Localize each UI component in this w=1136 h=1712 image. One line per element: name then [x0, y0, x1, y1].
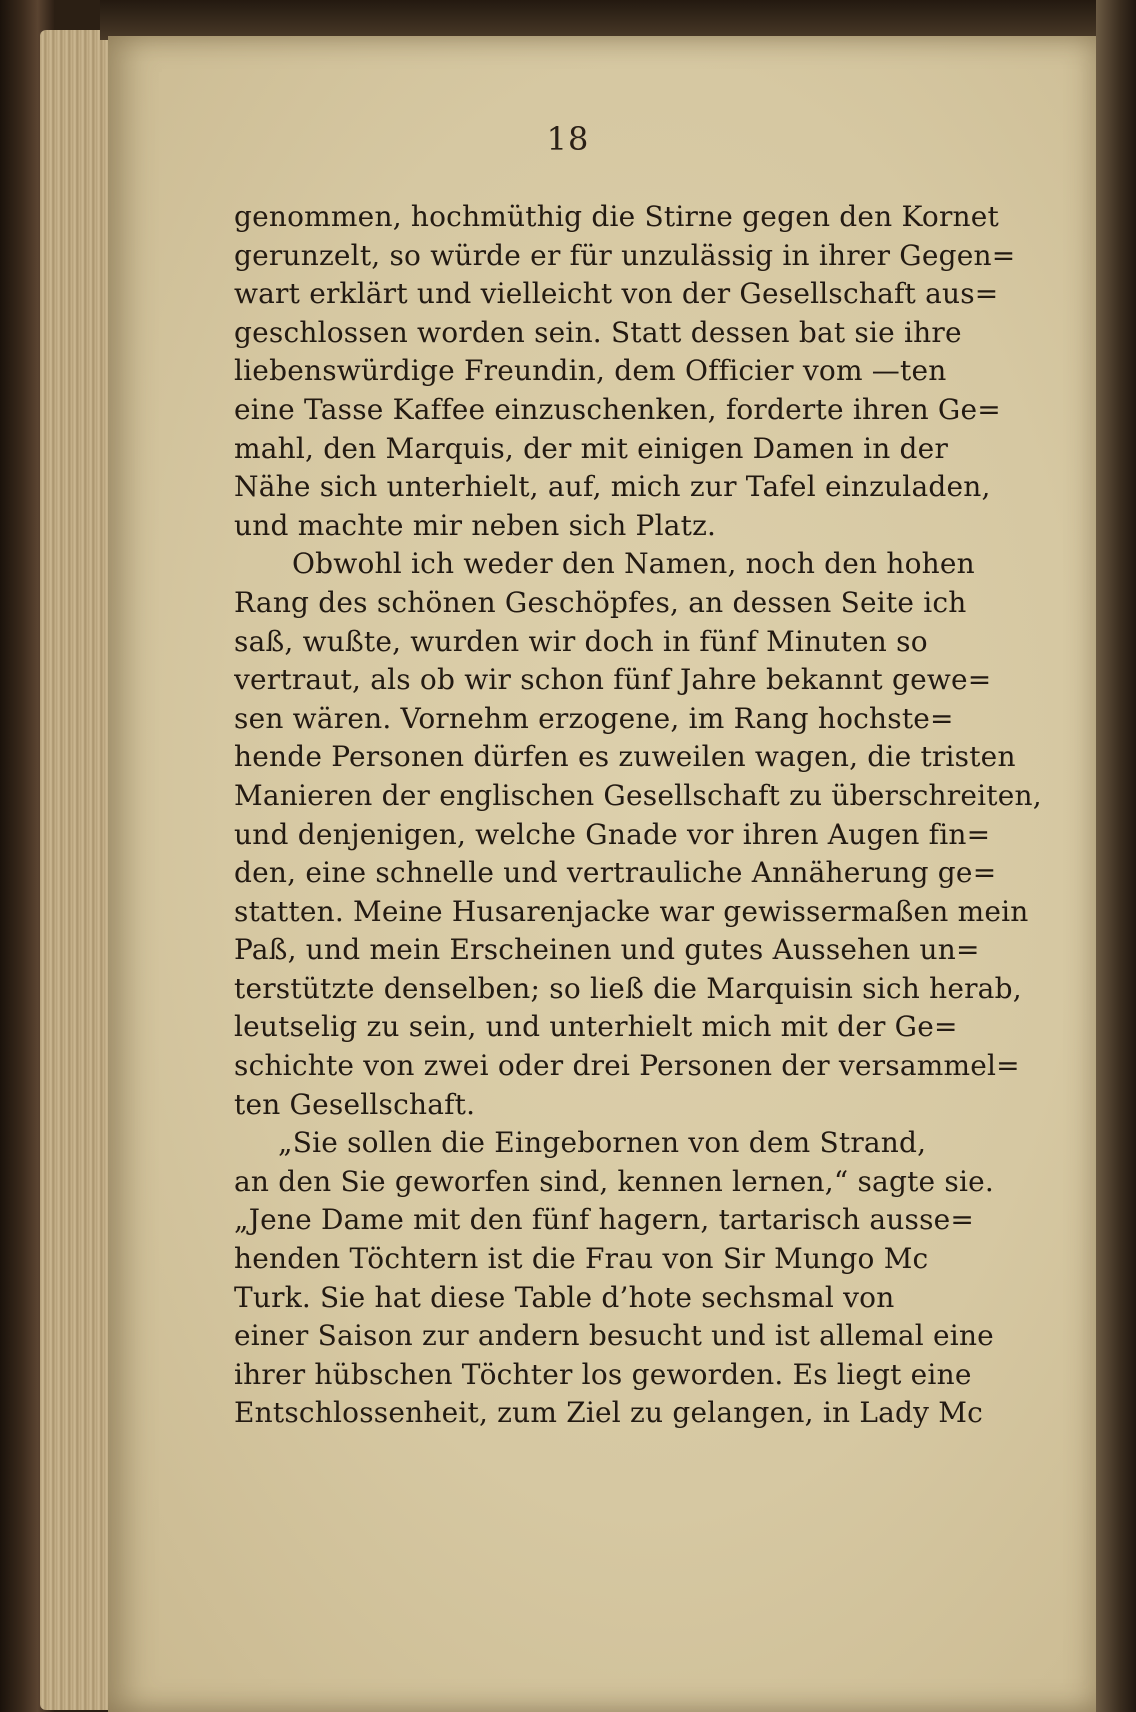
text-line: Entschlossenheit, zum Ziel zu gelangen, in Lady Mc — [234, 1396, 984, 1430]
text-line: gerunzelt, so würde er für unzulässig in ihrer Gegen= — [234, 238, 1016, 272]
text-line: wart erklärt und vielleicht von der Gesellschaft aus= — [234, 277, 999, 311]
body-text — [234, 198, 1066, 1433]
text-line: Nähe sich unterhielt, auf, mich zur Tafel einzuladen, — [234, 470, 991, 504]
text-line: terstützte denselben; so ließ die Marquisin sich herab, — [234, 971, 1022, 1005]
text-line: ten Gesellschaft. — [234, 1087, 476, 1121]
text-line: hende Personen dürfen es zuweilen wagen, die tristen — [234, 740, 1016, 774]
text-line: genommen, hochmüthig die Stirne gegen den Kornet — [234, 200, 999, 233]
text-line: henden Töchtern ist die Frau von Sir Mungo Mc — [234, 1242, 929, 1276]
text-line: Manieren der englischen Gesellschaft zu überschreiten, — [234, 778, 1042, 812]
text-line: den, eine schnelle und vertrauliche Annäherung ge= — [234, 856, 997, 890]
text-line: und denjenigen, welche Gnade vor ihren Augen fin= — [234, 817, 991, 851]
text-line: schichte von zwei oder drei Personen der versammel= — [234, 1049, 1020, 1083]
page-number: 18 — [546, 120, 590, 158]
text-line: sen wären. Vornehm erzogene, im Rang hochste= — [234, 701, 954, 735]
text-line: geschlossen worden sein. Statt dessen bat sie ihre — [234, 315, 962, 349]
text-line: Rang des schönen Geschöpfes, an dessen Seite ich — [234, 585, 967, 619]
text-line: mahl, den Marquis, der mit einigen Damen in der — [234, 431, 949, 465]
text-line: statten. Meine Husarenjacke war gewissermaßen mein — [234, 894, 1029, 928]
text-line: eine Tasse Kaffee einzuschenken, forderte ihren Ge= — [234, 392, 1001, 426]
text-line: liebenswürdige Freundin, dem Officier vom —ten — [234, 354, 947, 388]
paragraph-start-line: „Sie sollen die Eingebornen von dem Strand, — [278, 1126, 927, 1160]
text-line: Paß, und mein Erscheinen und gutes Aussehen un= — [234, 933, 980, 967]
text-line: „Jene Dame mit den fünf hagern, tartarisch ausse= — [234, 1203, 975, 1237]
text-line: vertraut, als ob wir schon fünf Jahre bekannt gewe= — [234, 663, 992, 697]
right-edge — [1096, 0, 1136, 1712]
text-line: Turk. Sie hat diese Table d’hote sechsmal von — [234, 1280, 895, 1314]
text-line: ihrer hübschen Töchter los geworden. Es liegt eine — [234, 1357, 972, 1391]
text-line: einer Saison zur andern besucht und ist allemal eine — [234, 1319, 994, 1353]
text-line: saß, wußte, wurden wir doch in fünf Minuten so — [234, 624, 928, 658]
top-shadow — [100, 0, 1100, 40]
text-line: und machte mir neben sich Platz. — [234, 508, 717, 542]
paragraph-start-line: Obwohl ich weder den Namen, noch den hohen — [292, 547, 975, 581]
text-line: leutselig zu sein, und unterhielt mich mit der Ge= — [234, 1010, 958, 1044]
text-line: an den Sie geworfen sind, kennen lernen,“ sagte sie. — [234, 1164, 994, 1198]
